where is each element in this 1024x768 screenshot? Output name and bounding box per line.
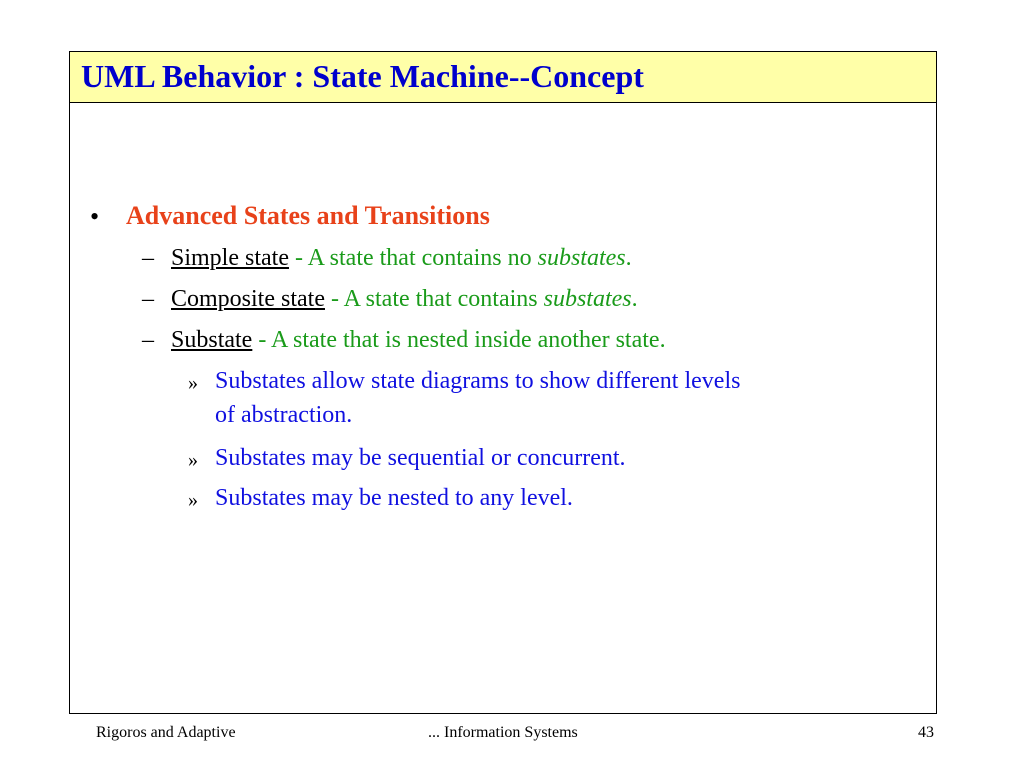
italic-term: substates xyxy=(537,245,626,271)
page-number: 43 xyxy=(918,724,934,741)
slide-title: UML Behavior : State Machine--Concept xyxy=(81,58,644,94)
definition-end: . xyxy=(625,245,632,271)
definition-text: - A state that contains no xyxy=(288,245,538,271)
definition-end: . xyxy=(631,286,638,312)
chevron-marker: » xyxy=(188,372,198,394)
bullet-marker: • xyxy=(90,202,100,231)
dash-marker: – xyxy=(142,327,154,353)
definition-text: - A state that contains xyxy=(324,286,544,312)
italic-term: substates xyxy=(543,286,632,312)
sub-sub-item-line: Substates may be sequential or concurrent. xyxy=(215,445,626,471)
chevron-marker: » xyxy=(188,489,198,511)
sub-sub-item-line: Substates may be nested to any level. xyxy=(215,485,573,511)
dash-marker: – xyxy=(142,286,154,312)
definition-text: - A state that is nested inside another state. xyxy=(252,327,666,353)
term-substate: Substate xyxy=(171,327,253,353)
bullet-heading: Advanced States and Transitions xyxy=(126,201,490,230)
term-composite-state: Composite state xyxy=(171,286,325,312)
sub-sub-item-line: Substates allow state diagrams to show different levels xyxy=(215,368,741,394)
footer-center: ... Information Systems xyxy=(428,724,578,741)
dash-marker: – xyxy=(142,245,154,271)
chevron-marker: » xyxy=(188,449,198,471)
footer-left: Rigoros and Adaptive xyxy=(96,724,236,741)
term-simple-state: Simple state xyxy=(171,245,289,271)
sub-sub-item-line: of abstraction. xyxy=(215,402,353,428)
